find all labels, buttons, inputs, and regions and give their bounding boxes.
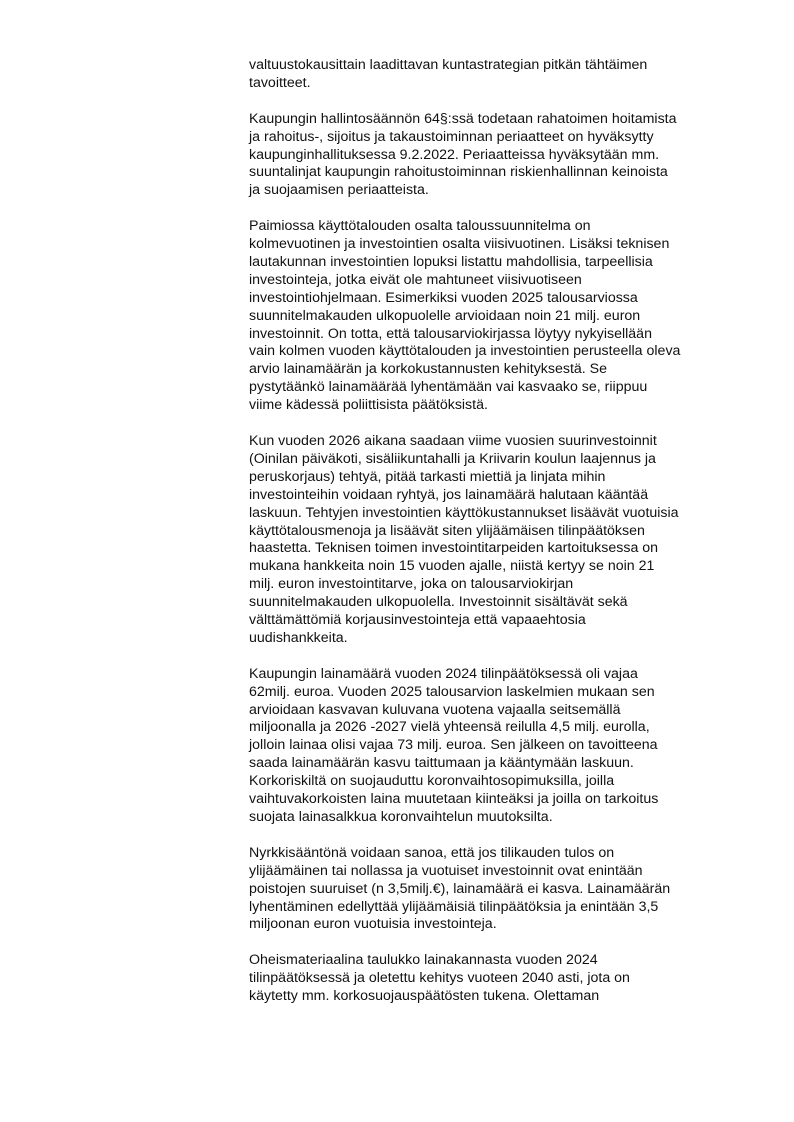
text-line: käyttötalousmenoja ja lisäävät siten ylijäämäisen tilinpäätöksen: [249, 522, 645, 539]
text-line: tavoitteet.: [249, 74, 311, 91]
text-line: ja suojaamisen periaatteista.: [249, 182, 429, 199]
text-line: lautakunnan investointien lopuksi listattu mahdollisia, tarpeellisia: [249, 253, 653, 270]
text-line: milj. euron investointitarve, joka on talousarviokirjan: [249, 576, 574, 593]
text-line: suuntalinjat kaupungin rahoitustoiminnan riskienhallinnan keinoista: [249, 164, 668, 181]
text-line: käytetty mm. korkosuojauspäätösten tukena. Olettaman: [249, 988, 600, 1005]
paragraph-4: [249, 433, 719, 648]
text-line: pystytäänkö lainamäärää lyhentämään vai kasvaako se, riippuu: [249, 379, 648, 396]
text-line: suunnitelmakauden ulkopuolelle arvioidaan noin 21 milj. euron: [249, 307, 641, 324]
text-line: Kaupungin hallintosäännön 64§:ssä todetaan rahatoimen hoitamista: [249, 110, 677, 127]
paragraph-3: [249, 218, 719, 415]
text-line: arvioidaan kasvavan kuluvana vuotena vajaalla seitsemällä: [249, 701, 621, 718]
text-line: Paimiossa käyttötalouden osalta taloussuunnitelma on: [249, 218, 591, 235]
text-line: haastetta. Teknisen toimen investointitarpeiden kartoituksessa on: [249, 540, 659, 557]
text-line: kaupunginhallituksessa 9.2.2022. Periaatteissa hyväksytään mm.: [249, 146, 660, 163]
text-line: laskuun. Tehtyjen investointien käyttökustannukset lisäävät vuotuisia: [249, 504, 679, 521]
text-line: lyhentäminen edellyttää ylijäämäisiä tilinpäätöksia ja enintään 3,5: [249, 898, 659, 915]
text-line: miljoonalla ja 2026 -2027 vielä yhteensä reilulla 4,5 milj. eurolla,: [249, 719, 650, 736]
text-line: suunnitelmakauden ulkopuolella. Investoinnit sisältävät sekä: [249, 594, 628, 611]
text-line: viime kädessä poliittisista päätöksistä.: [249, 397, 488, 414]
text-line: peruskorjaus) tehtyä, pitää tarkasti miettiä ja linjata mihin: [249, 468, 606, 485]
text-line: investointeihin voidaan ryhtyä, jos lainamäärä halutaan kääntää: [249, 486, 649, 503]
text-line: välttämättömiä korjausinvestointeja että vapaaehtosia: [249, 612, 586, 629]
text-line: Nyrkkisääntönä voidaan sanoa, että jos tilikauden tulos on: [249, 844, 615, 861]
text-line: investointeja, jotka eivät ole mahtuneet viisivuotiseen: [249, 271, 582, 288]
text-line: uudishankkeita.: [249, 629, 348, 646]
text-line: saada lainamäärän kasvu taittumaan ja kääntymään laskuun.: [249, 755, 634, 772]
text-line: ylijäämäinen tai nollassa ja vuotuiset investoinnit ovat enintään: [249, 862, 643, 879]
text-line: valtuustokausittain laadittavan kuntastrategian pitkän tähtäimen: [249, 57, 648, 73]
paragraph-6: [249, 845, 719, 935]
text-line: vaihtuvakorkoisten laina muutetaan kiinteäksi ja joilla on tarkoitus: [249, 791, 659, 808]
text-line: suojata lainasalkkua koronvaihtelun muutoksilta.: [249, 809, 553, 825]
paragraph-7: [249, 952, 719, 1006]
text-line: vain kolmen vuoden käyttötalouden ja investointien perusteella oleva: [249, 343, 681, 360]
text-line: mukana hankkeita noin 15 vuoden ajalle, niistä kertyy se noin 21: [249, 558, 655, 575]
paragraph-1: [249, 57, 719, 93]
text-line: kolmevuotinen ja investointien osalta viisivuotinen. Lisäksi teknisen: [249, 236, 670, 253]
text-line: (Oinilan päiväkoti, sisäliikuntahalli ja Kriivarin koulun laajennus ja: [249, 450, 656, 467]
text-line: Kaupungin lainamäärä vuoden 2024 tilinpäätöksessä oli vajaa: [249, 665, 638, 682]
text-line: Oheismateriaalina taulukko lainakannasta vuoden 2024: [249, 952, 598, 969]
body-text: [249, 57, 719, 1024]
text-line: miljoonan euron vuotuisia investointeja.: [249, 916, 497, 933]
text-line: Kun vuoden 2026 aikana saadaan viime vuosien suurinvestoinnit: [249, 432, 657, 449]
paragraph-2: [249, 111, 719, 201]
text-line: 62milj. euroa. Vuoden 2025 talousarvion laskelmien mukaan sen: [249, 683, 655, 700]
text-line: arvio lainamäärän ja korkokustannusten kehityksestä. Se: [249, 361, 608, 378]
paragraph-5: [249, 666, 719, 827]
text-line: tilinpäätöksessä ja oletettu kehitys vuoteen 2040 asti, jota on: [249, 970, 630, 987]
text-line: Korkoriskiltä on suojauduttu koronvaihtosopimuksilla, joilla: [249, 773, 615, 790]
text-line: investoinnit. On totta, että talousarviokirjassa löytyy nykyisellään: [249, 325, 652, 342]
text-line: investointiohjelmaan. Esimerkiksi vuoden 2025 talousarviossa: [249, 289, 638, 306]
text-line: poistojen suuruiset (n 3,5milj.€), lainamäärä ei kasva. Lainamäärän: [249, 880, 671, 897]
text-line: ja rahoitus-, sijoitus ja takaustoiminnan periaatteet on hyväksytty: [249, 128, 654, 145]
text-line: jolloin lainaa olisi vajaa 73 milj. euroa. Sen jälkeen on tavoitteena: [249, 737, 658, 754]
